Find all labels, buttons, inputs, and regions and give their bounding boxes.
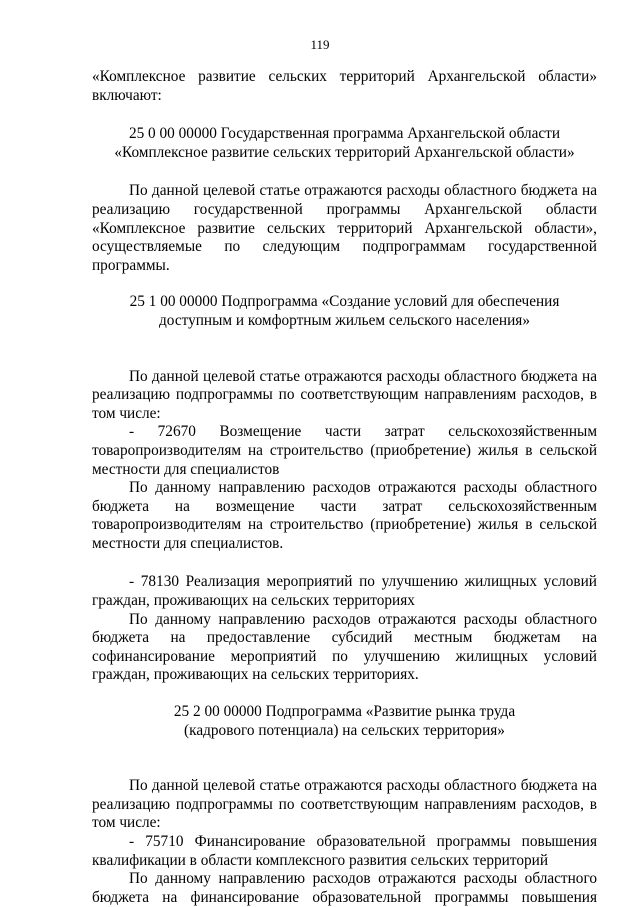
- subprogram-2-heading-line-2: (кадрового потенциала) на сельских территория»: [184, 721, 505, 739]
- page-number: 119: [310, 37, 330, 52]
- item-72670: - 72670 Возмещение части затрат сельскохозяйственным товаропроизводителям на строительство (приобретение) жилья в сельской местности для специалистов: [92, 423, 597, 478]
- document-body: [92, 68, 597, 907]
- program-heading-line-1: 25 0 00 00000 Государственная программа Архангельской области: [128, 125, 561, 143]
- subprogram-2-description: По данной целевой статье отражаются расходы областного бюджета на реализацию подпрограммы по соответствующим направлениям расходов, в том числе:: [92, 777, 597, 832]
- intro-paragraph: «Комплексное развитие сельских территорий Архангельской области» включают:: [92, 68, 597, 104]
- item-72670-description: По данному направлению расходов отражаются расходы областного бюджета на возмещение части затрат сельскохозяйственным товаропроизводителям на строительство (приобретение) жилья в сельской местности для специалистов.: [92, 479, 597, 552]
- subprogram-1-heading-line-2: доступным и комфортным жильем сельского населения»: [159, 311, 530, 329]
- subprogram-2-heading-line-1: 25 2 00 00000 Подпрограмма «Развитие рынка труда: [173, 703, 516, 721]
- item-78130: - 78130 Реализация мероприятий по улучшению жилищных условий граждан, проживающих на сельских территориях: [92, 573, 597, 610]
- program-description: По данной целевой статье отражаются расходы областного бюджета на реализацию государственной программы Архангельской области «Комплексное развитие сельских территорий Архангельской области», осуществляемые по следующим подпрограммам государственной программы.: [92, 182, 597, 274]
- item-78130-description: По данному направлению расходов отражаются расходы областного бюджета на предоставление субсидий местным бюджетам на софинансирование мероприятий по улучшению жилищных условий граждан, проживающих на сельских территориях.: [92, 610, 597, 684]
- subprogram-1-heading-line-1: 25 1 00 00000 Подпрограмма «Создание условий для обеспечения: [129, 293, 560, 311]
- item-75710-description: По данному направлению расходов отражаются расходы областного бюджета на финансирование образовательной программы повышения: [92, 870, 597, 906]
- subprogram-1-description: По данной целевой статье отражаются расходы областного бюджета на реализацию подпрограммы по соответствующим направлениям расходов, в том числе:: [92, 367, 597, 422]
- program-heading-line-2: «Комплексное развитие сельских территорий Архангельской области»: [114, 143, 575, 161]
- item-75710: - 75710 Финансирование образовательной программы повышения квалификации в области комплексного развития сельских территорий: [92, 833, 597, 869]
